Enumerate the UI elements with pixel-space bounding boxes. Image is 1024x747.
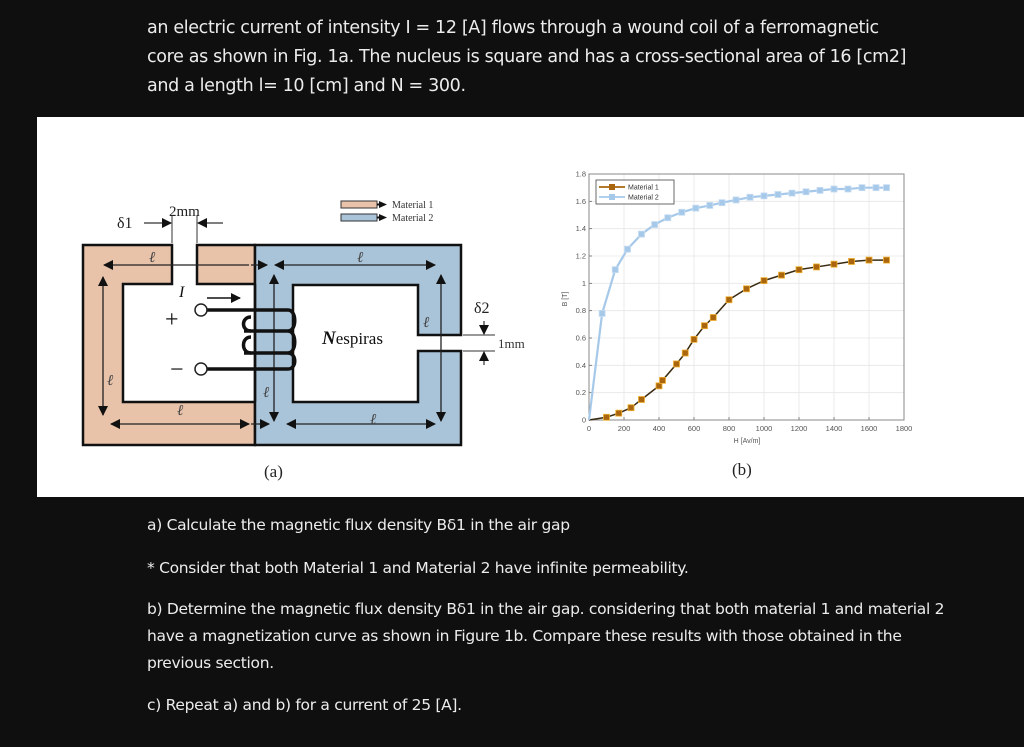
x-tick-label: 1600 bbox=[860, 424, 878, 433]
chart-tick-labels bbox=[576, 170, 913, 434]
data-point-marker bbox=[803, 189, 809, 195]
data-point-marker bbox=[604, 414, 610, 420]
data-point-marker bbox=[873, 185, 879, 191]
data-point-marker bbox=[845, 186, 851, 192]
data-point-marker bbox=[831, 261, 837, 267]
y-tick-label: 0.4 bbox=[575, 360, 586, 370]
data-point-marker bbox=[747, 194, 753, 200]
y-tick-label: 0.6 bbox=[575, 333, 586, 343]
length-label: ℓ bbox=[263, 385, 270, 401]
data-point-marker bbox=[691, 336, 697, 342]
data-point-marker bbox=[652, 222, 658, 228]
series-line bbox=[589, 260, 887, 420]
data-point-marker bbox=[679, 209, 685, 215]
x-tick-label: 200 bbox=[617, 424, 631, 433]
data-point-marker bbox=[775, 192, 781, 198]
y-axis-label: B [T] bbox=[562, 291, 569, 307]
figure-b-caption: (b) bbox=[732, 460, 752, 479]
legend-series-2: Material 2 bbox=[628, 194, 659, 202]
length-label: ℓ bbox=[107, 373, 114, 389]
question-note: * Consider that both Material 1 and Material 2 have infinite permeability. bbox=[147, 559, 689, 577]
legend-material-1: Material 1 bbox=[392, 200, 434, 211]
negative-terminal-icon bbox=[195, 363, 207, 375]
data-point-marker bbox=[639, 231, 645, 237]
y-tick-label: 0.8 bbox=[575, 306, 586, 316]
data-point-marker bbox=[849, 258, 855, 264]
data-point-marker bbox=[710, 315, 716, 321]
material-1-core bbox=[83, 245, 255, 445]
chart-legend bbox=[596, 180, 674, 204]
data-point-marker bbox=[726, 297, 732, 303]
figure-a-caption: (a) bbox=[264, 462, 283, 481]
x-tick-label: 600 bbox=[687, 424, 701, 433]
length-label: ℓ bbox=[149, 250, 156, 266]
question-b: b) Determine the magnetic flux density Bδ1 in the air gap. considering that both material 1 and material 2 have a magnetization curve as shown in Figure 1b. Compare these results with those obtained in the previous section. bbox=[147, 600, 945, 672]
data-point-marker bbox=[761, 193, 767, 199]
data-point-marker bbox=[789, 190, 795, 196]
y-tick-label: 1.8 bbox=[575, 169, 586, 179]
data-point-marker bbox=[674, 361, 680, 367]
x-tick-label: 1000 bbox=[755, 424, 773, 433]
data-point-marker bbox=[660, 377, 666, 383]
gap-2-size: 1mm bbox=[498, 336, 525, 351]
data-point-marker bbox=[866, 257, 872, 263]
x-tick-label: 800 bbox=[722, 424, 736, 433]
data-point-marker bbox=[817, 187, 823, 193]
length-arrows-material-1 bbox=[103, 265, 249, 424]
coil-turns-label: Nespiras bbox=[322, 328, 383, 349]
length-label: ℓ bbox=[177, 403, 184, 419]
plus-sign: + bbox=[165, 307, 179, 333]
question-c: c) Repeat a) and b) for a current of 25 [A]. bbox=[147, 696, 462, 714]
y-tick-label: 1.6 bbox=[575, 196, 586, 206]
gap-1-size: 2mm bbox=[169, 204, 200, 220]
y-tick-label: 1.2 bbox=[575, 251, 586, 261]
x-tick-label: 1400 bbox=[825, 424, 843, 433]
data-point-marker bbox=[682, 350, 688, 356]
legend-series-1: Material 1 bbox=[628, 184, 659, 192]
x-tick-label: 1200 bbox=[790, 424, 808, 433]
question-a: a) Calculate the magnetic flux density Bδ1 in the air gap bbox=[147, 516, 570, 534]
data-point-marker bbox=[599, 310, 605, 316]
data-point-marker bbox=[693, 205, 699, 211]
length-label: ℓ bbox=[423, 315, 430, 331]
gap-2-label: δ2 bbox=[474, 300, 490, 317]
data-point-marker bbox=[744, 286, 750, 292]
gap-1-dimension bbox=[117, 204, 223, 243]
length-label: ℓ bbox=[357, 250, 364, 266]
chart-grid bbox=[589, 174, 904, 420]
length-label: ℓ bbox=[370, 412, 377, 428]
gap-2-dimension bbox=[463, 300, 525, 365]
data-point-marker bbox=[628, 405, 634, 411]
y-tick-label: 1 bbox=[581, 278, 586, 288]
data-point-marker bbox=[761, 278, 767, 284]
magnetic-circuit-diagram bbox=[83, 200, 525, 481]
intro-line-1: an electric current of intensity I = 12 [A] flows through a wound coil of a ferromagnetic bbox=[147, 18, 879, 38]
data-point-marker bbox=[884, 185, 890, 191]
x-tick-label: 1800 bbox=[895, 424, 913, 433]
intro-line-2: core as shown in Fig. 1a. The nucleus is square and has a cross-sectional area of 16 [cm2] bbox=[147, 47, 907, 67]
data-point-marker bbox=[831, 186, 837, 192]
material-legend bbox=[341, 200, 433, 224]
data-point-marker bbox=[733, 197, 739, 203]
y-tick-label: 0 bbox=[581, 415, 586, 425]
data-point-marker bbox=[665, 215, 671, 221]
series-line bbox=[589, 188, 887, 420]
intro-line-3: and a length l= 10 [cm] and N = 300. bbox=[147, 76, 466, 96]
x-tick-label: 400 bbox=[652, 424, 666, 433]
data-point-marker bbox=[707, 202, 713, 208]
bh-chart bbox=[562, 170, 912, 480]
y-tick-label: 0.2 bbox=[575, 388, 586, 398]
positive-terminal-icon bbox=[195, 304, 207, 316]
data-point-marker bbox=[859, 185, 865, 191]
y-tick-label: 1.4 bbox=[575, 224, 586, 234]
figure-panel bbox=[37, 117, 1024, 497]
chart-series bbox=[589, 185, 890, 421]
plot-frame bbox=[589, 174, 904, 420]
data-point-marker bbox=[639, 397, 645, 403]
problem-statement bbox=[147, 14, 947, 101]
gap-1-label: δ1 bbox=[117, 215, 133, 232]
data-point-marker bbox=[779, 272, 785, 278]
data-point-marker bbox=[616, 410, 622, 416]
current-label: I bbox=[179, 284, 185, 301]
legend-material-2: Material 2 bbox=[392, 213, 434, 224]
data-point-marker bbox=[702, 323, 708, 329]
x-tick-label: 0 bbox=[586, 424, 592, 433]
x-axis-label: H [Av/m] bbox=[733, 438, 761, 445]
data-point-marker bbox=[719, 200, 725, 206]
data-point-marker bbox=[796, 267, 802, 273]
data-point-marker bbox=[612, 267, 618, 273]
data-point-marker bbox=[884, 257, 890, 263]
minus-sign: − bbox=[170, 357, 184, 383]
data-point-marker bbox=[814, 264, 820, 270]
data-point-marker bbox=[625, 246, 631, 252]
